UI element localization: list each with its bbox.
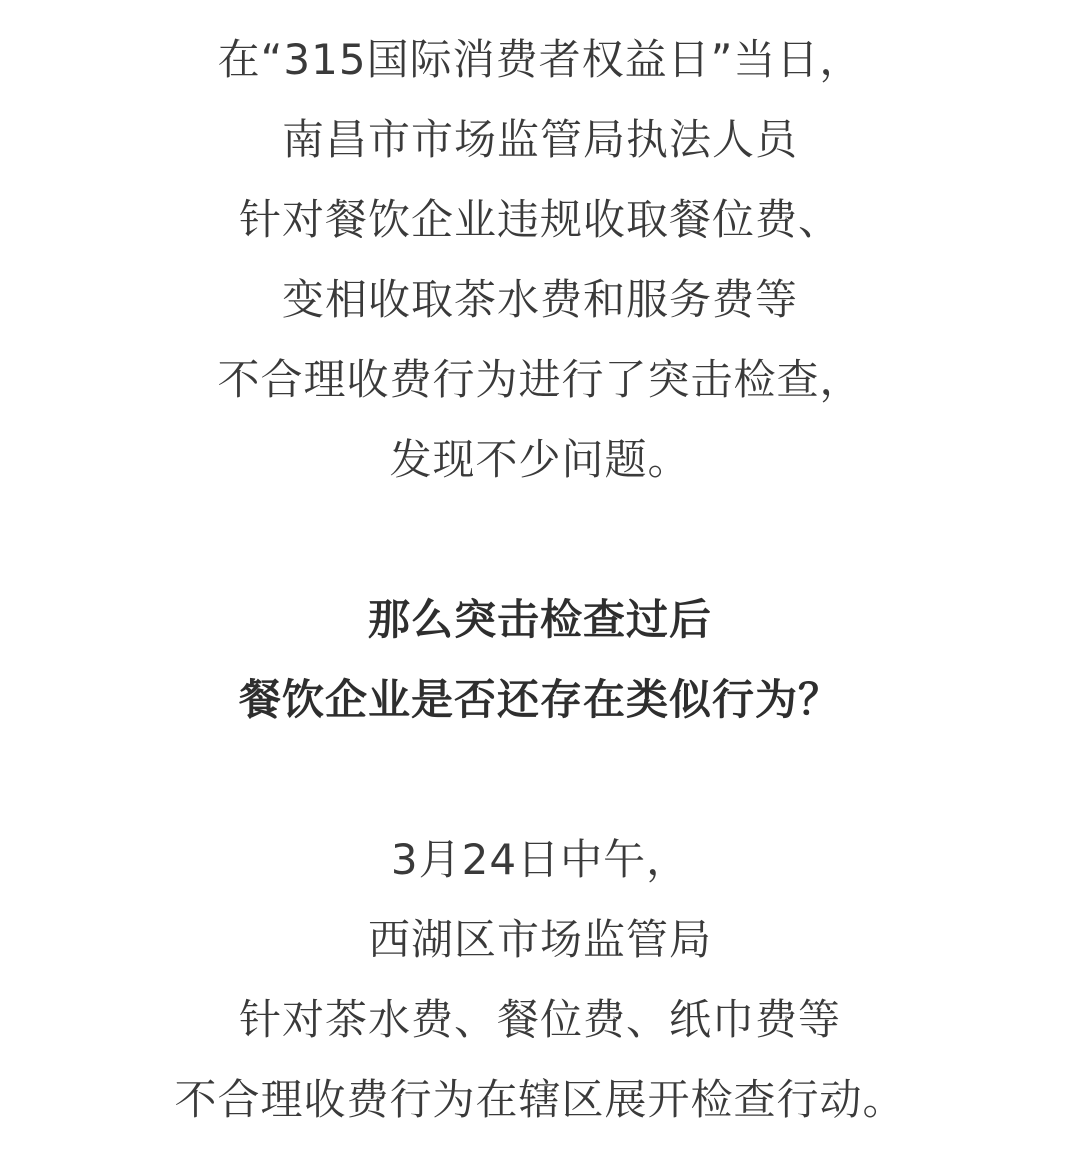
- paragraph-1-line-5: 不合理收费行为进行了突击检查，: [217, 355, 863, 404]
- paragraph-3-line-4: 不合理收费行为在辖区展开检查行动。: [174, 1075, 906, 1124]
- paragraph-1-line-4: 变相收取茶水费和服务费等: [281, 275, 798, 324]
- paragraph-3-line-2: 西湖区市场监管局: [367, 915, 712, 964]
- highlight-question-line-2: 餐饮企业是否还存在类似行为？: [238, 675, 841, 724]
- paragraph-3-line-3: 针对茶水费、餐位费、纸巾费等: [238, 995, 841, 1044]
- paragraph-1-line-2: 南昌市市场监管局执法人员: [281, 115, 798, 164]
- paragraph-1-line-6: 发现不少问题。: [389, 435, 691, 484]
- paragraph-1-line-1: 在“315国际消费者权益日”当日，: [217, 35, 863, 84]
- paragraph-1-line-3: 针对餐饮企业违规收取餐位费、: [238, 195, 841, 244]
- paragraph-3-line-1: 3月24日中午，: [390, 835, 690, 884]
- highlight-question-line-1: 那么突击检查过后: [367, 595, 712, 644]
